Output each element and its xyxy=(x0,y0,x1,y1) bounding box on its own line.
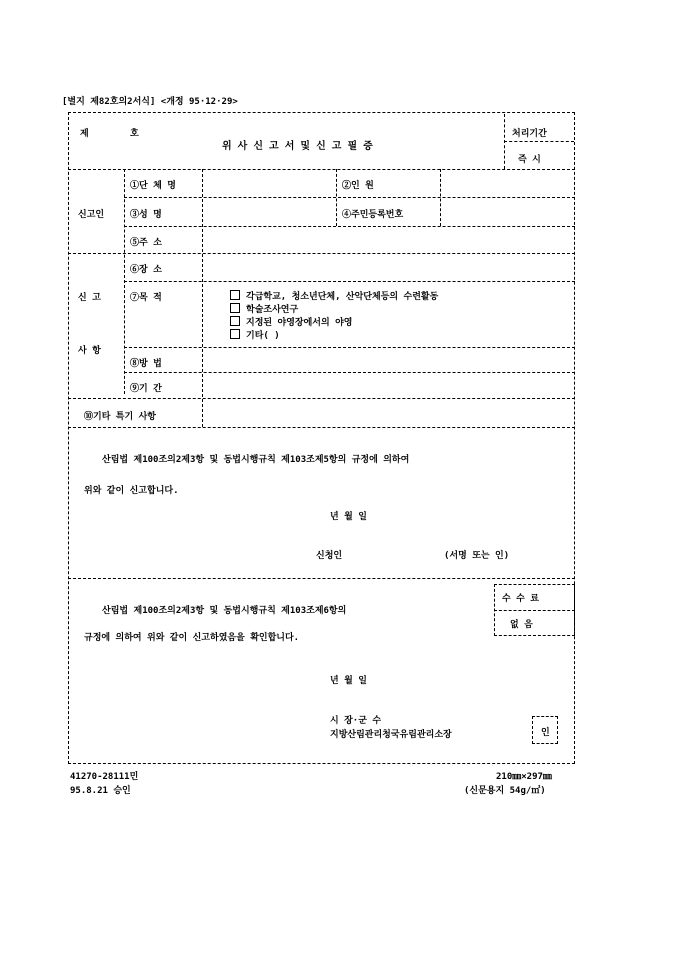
paper-type: (신문용지 54g/㎡) xyxy=(464,786,546,796)
purpose-option-text: 학술조사연구 xyxy=(246,305,299,315)
term-label: ⑨기 간 xyxy=(130,384,162,394)
seal-label: 인 xyxy=(541,728,550,738)
row-line-4 xyxy=(124,281,575,282)
doc-number-label: 제 xyxy=(80,129,89,139)
confirm-date: 년 월 일 xyxy=(330,676,367,686)
checkbox[interactable] xyxy=(230,303,240,313)
section-line-2 xyxy=(68,578,575,579)
purpose-option[interactable] xyxy=(230,302,298,315)
row-line-5 xyxy=(124,347,575,348)
fee-label: 수 수 료 xyxy=(502,594,539,604)
row-line-3 xyxy=(68,253,575,254)
row-line-8 xyxy=(68,427,575,428)
purpose-option-text: 지정된 야영장에서의 야영 xyxy=(246,318,353,328)
reporter-section-label: 신고인 xyxy=(78,210,105,220)
form-code: 41270-28111민 xyxy=(70,772,139,782)
paper-size: 210㎜×297㎜ xyxy=(496,772,552,782)
purpose-label: ⑦목 적 xyxy=(130,293,162,303)
declaration-line-1: 산림법 제100조의2제3항 및 동법시행규칙 제103조제5항의 규정에 의하여 xyxy=(102,455,410,465)
purpose-option-text: 기타( ) xyxy=(246,331,280,341)
signature-note: (서명 또는 인) xyxy=(444,551,510,561)
form-title: 위 사 신 고 서 및 신 고 필 증 xyxy=(222,141,373,152)
declaration-date: 년 월 일 xyxy=(330,512,367,522)
col-divider-2 xyxy=(202,169,203,427)
member-count-label: ②인 원 xyxy=(342,181,374,191)
purpose-option-text: 각급학교, 청소년단체, 산악단체등의 수련활동 xyxy=(246,292,439,302)
row-line-1 xyxy=(124,197,575,198)
place-label: ⑥장 소 xyxy=(130,265,162,275)
period-line xyxy=(504,141,574,142)
approval-date: 95.8.21 승인 xyxy=(70,786,131,796)
org-name-label: ①단 체 명 xyxy=(130,181,176,191)
rep-name-label: ③성 명 xyxy=(130,210,162,220)
checkbox[interactable] xyxy=(230,329,240,339)
processing-period-label: 처리기간 xyxy=(512,129,547,139)
report-section-label-a: 신 고 xyxy=(78,293,101,303)
form-header-note: [별지 제82호의2서식] <개정 95·12·29> xyxy=(62,97,238,107)
purpose-option[interactable] xyxy=(230,289,438,302)
address-label: ⑤주 소 xyxy=(130,238,162,248)
method-label: ⑧방 법 xyxy=(130,359,162,369)
fee-line xyxy=(494,610,575,611)
report-section-label-b: 사 항 xyxy=(78,346,101,356)
authority-2: 지방산림관리청국유림관리소장 xyxy=(330,730,452,740)
doc-ho-label: 호 xyxy=(130,129,139,139)
other-notes-label: ⑩기타 특기 사항 xyxy=(84,412,157,422)
checkbox[interactable] xyxy=(230,290,240,300)
row-line-2 xyxy=(124,226,575,227)
row-line-7 xyxy=(68,398,575,399)
checkbox[interactable] xyxy=(230,316,240,326)
authority-1: 시 장·군 수 xyxy=(330,716,382,726)
confirm-line-1: 산림법 제100조의2제3항 및 동법시행규칙 제103조제6항의 xyxy=(102,606,347,616)
section-line-1 xyxy=(68,169,575,170)
purpose-option[interactable] xyxy=(230,328,280,341)
applicant-label: 신청인 xyxy=(316,551,343,561)
declaration-line-2: 위와 같이 신고합니다. xyxy=(84,486,179,496)
row-line-6 xyxy=(124,372,575,373)
resident-id-label: ④주민등록번호 xyxy=(342,210,404,220)
purpose-option[interactable] xyxy=(230,315,352,328)
processing-period-value: 즉 시 xyxy=(518,155,541,165)
fee-value: 없 음 xyxy=(510,620,533,630)
confirm-line-2: 규정에 의하여 위와 같이 신고하였음을 확인합니다. xyxy=(84,633,300,643)
